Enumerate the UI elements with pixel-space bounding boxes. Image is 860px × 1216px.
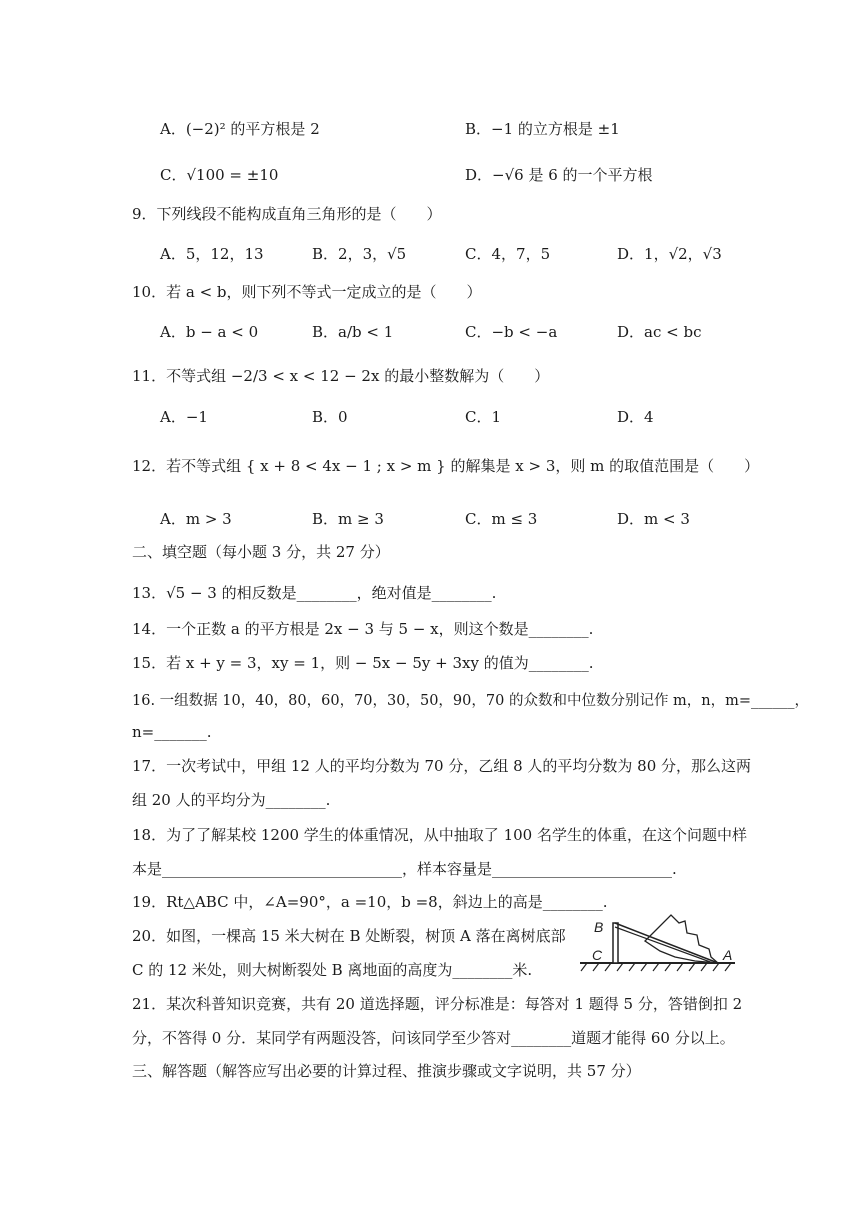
- q20-line1: 20．如图，一棵高 15 米大树在 B 处断裂，树顶 A 落在离树底部: [132, 927, 566, 945]
- q11-option-a: A．−1: [160, 408, 208, 426]
- label-a: A: [723, 947, 733, 963]
- q18-line2: 本是________________________________，样本容量是________________________.: [132, 860, 677, 878]
- q11-option-c: C．1: [465, 408, 502, 426]
- q9-option-b: B．2，3，√5: [312, 245, 407, 263]
- q8-option-c: C．√100 = ±10: [160, 166, 279, 184]
- q16-line2: n=_______.: [132, 723, 212, 741]
- q8-option-a: A．(−2)² 的平方根是 2: [160, 120, 320, 138]
- fallen-trunk: [615, 923, 718, 963]
- q12-option-c: C．m ≤ 3: [465, 510, 538, 528]
- ground-hatching: [581, 963, 731, 971]
- q8-option-b: B．−1 的立方根是 ±1: [465, 120, 620, 138]
- q10-stem: 10．若 a < b，则下列不等式一定成立的是（ ）: [132, 283, 482, 301]
- q11-option-b: B．0: [312, 408, 348, 426]
- q16-line1: 16. 一组数据 10，40，80，60，70，30，50，90，70 的众数和中位数分别记作 m，n，m=______，: [132, 693, 810, 709]
- section-2-heading: 二、填空题（每小题 3 分，共 27 分）: [132, 543, 390, 561]
- q19: 19．Rt△ABC 中，∠A=90°，a =10，b =8，斜边上的高是________.: [132, 893, 608, 911]
- q8-option-d: D．−√6 是 6 的一个平方根: [465, 166, 653, 184]
- broken-tree-figure: [575, 913, 740, 978]
- q20-line2: C 的 12 米处，则大树断裂处 B 离地面的高度为________米.: [132, 961, 533, 979]
- q10-option-c: C．−b < −a: [465, 323, 558, 341]
- q21-line2: 分，不答得 0 分．某同学有两题没答，问该同学至少答对________道题才能得 60 分以上。: [132, 1029, 735, 1047]
- fallen-trunk-edge: [615, 927, 713, 963]
- q9-option-c: C．4，7，5: [465, 245, 551, 263]
- q9-stem: 9．下列线段不能构成直角三角形的是（ ）: [132, 205, 442, 223]
- q11-stem: 11．不等式组 −2/3 < x < 12 − 2x 的最小整数解为（ ）: [132, 367, 550, 385]
- q9-option-a: A．5，12，13: [160, 245, 264, 263]
- q10-option-a: A．b − a < 0: [160, 323, 259, 341]
- q18-line1: 18．为了了解某校 1200 学生的体重情况，从中抽取了 100 名学生的体重，在这个问题中样: [132, 826, 747, 844]
- label-c: C: [592, 947, 603, 963]
- q12-option-b: B．m ≥ 3: [312, 510, 384, 528]
- q14: 14．一个正数 a 的平方根是 2x − 3 与 5 − x，则这个数是________.: [132, 620, 594, 638]
- tree-trunk: [613, 923, 618, 963]
- section-3-heading: 三、解答题（解答应写出必要的计算过程、推演步骤或文字说明，共 57 分）: [132, 1062, 641, 1080]
- q9-option-d: D．1，√2，√3: [617, 245, 722, 263]
- q12-option-a: A．m > 3: [160, 510, 232, 528]
- q10-option-b: B．a/b < 1: [312, 323, 394, 341]
- q10-option-d: D．ac < bc: [617, 323, 702, 341]
- q12-stem: 12．若不等式组 { x + 8 < 4x − 1 ; x > m } 的解集是 x > 3，则 m 的取值范围是（ ）: [132, 457, 760, 475]
- q13: 13．√5 − 3 的相反数是________，绝对值是________.: [132, 584, 497, 602]
- q21-line1: 21．某次科普知识竞赛，共有 20 道选择题，评分标准是：每答对 1 题得 5 分，答错倒扣 2: [132, 995, 743, 1013]
- q12-option-d: D．m < 3: [617, 510, 690, 528]
- q11-option-d: D．4: [617, 408, 654, 426]
- label-b: B: [594, 919, 604, 935]
- q15: 15．若 x + y = 3，xy = 1，则 − 5x − 5y + 3xy 的值为________.: [132, 654, 594, 672]
- q17-line2: 组 20 人的平均分为________.: [132, 791, 331, 809]
- q17-line1: 17．一次考试中，甲组 12 人的平均分数为 70 分，乙组 8 人的平均分数为 80 分，那么这两: [132, 757, 752, 775]
